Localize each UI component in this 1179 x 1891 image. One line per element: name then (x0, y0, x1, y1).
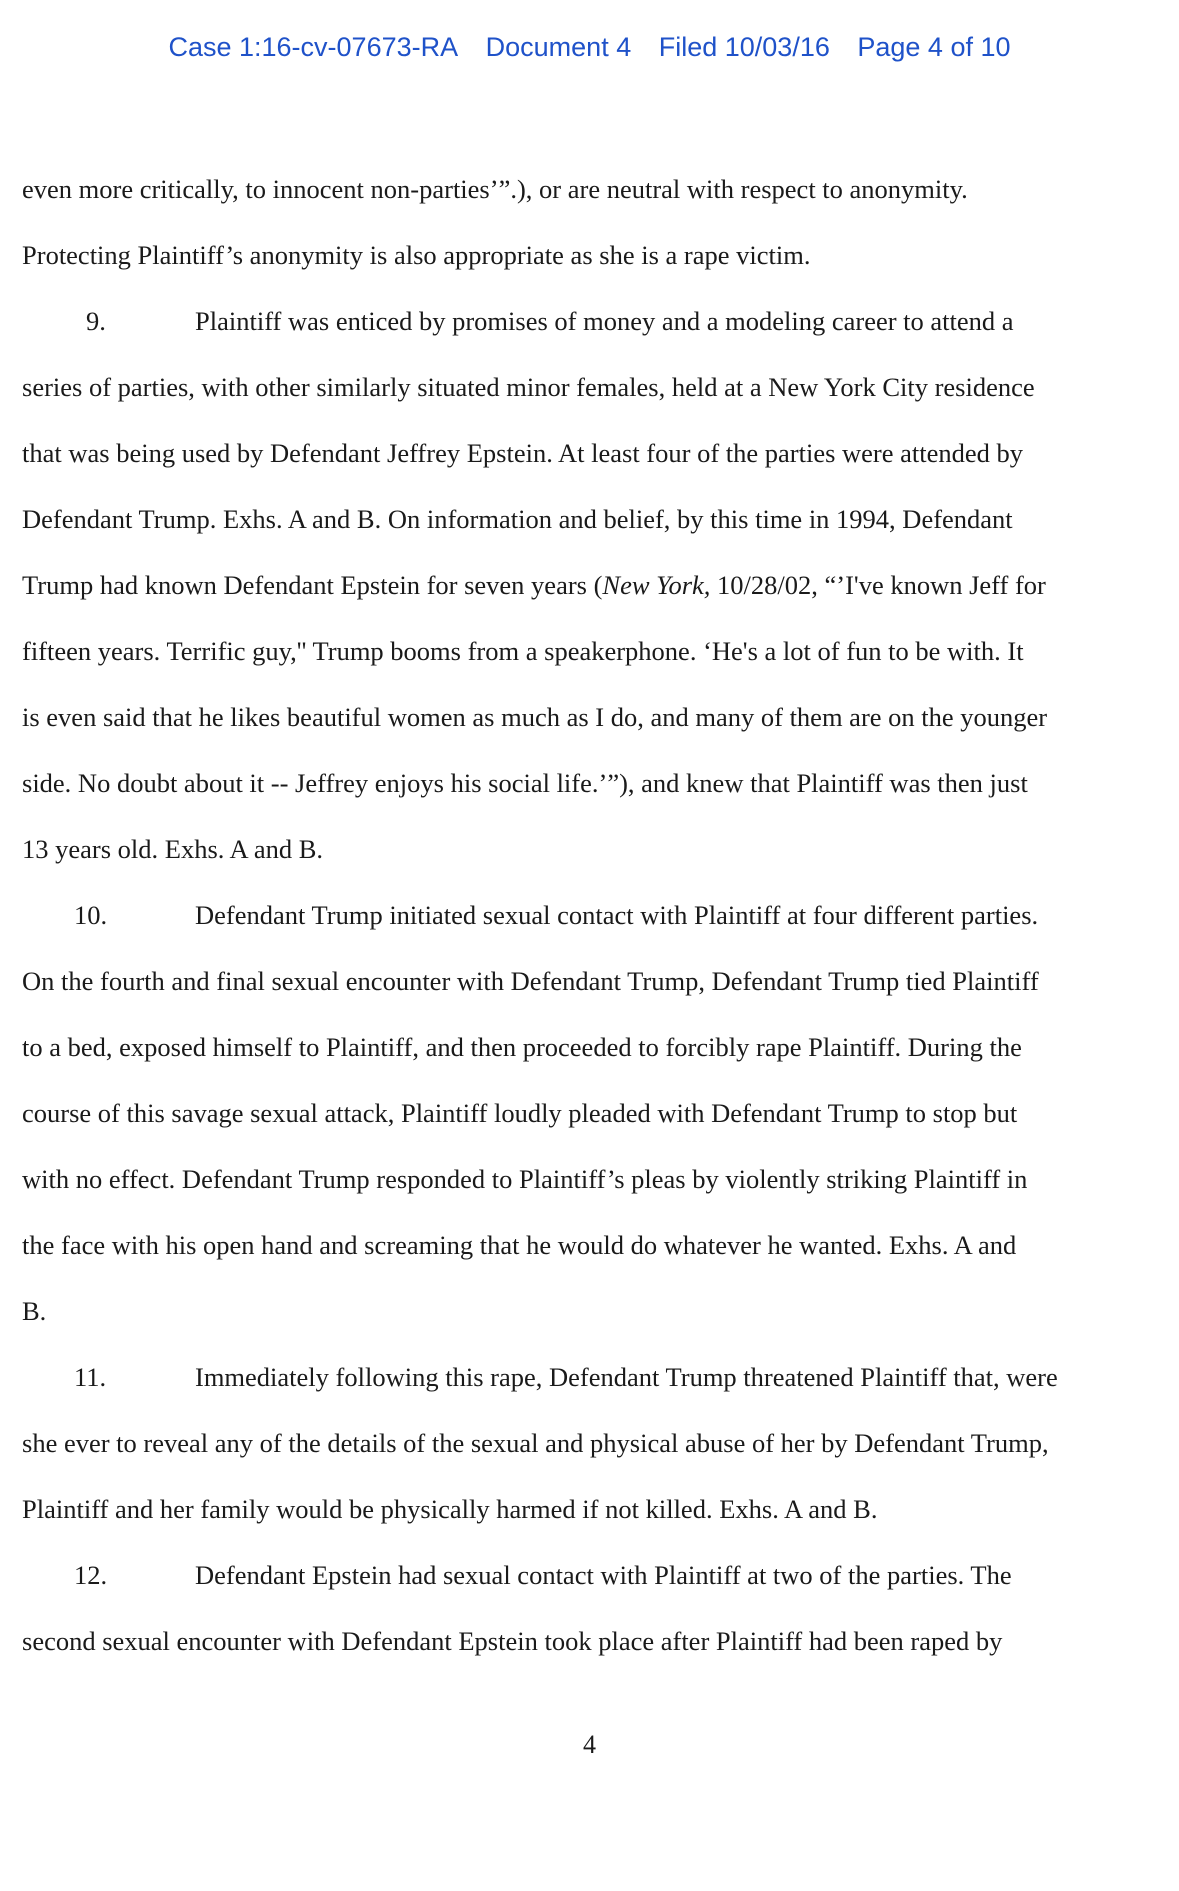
text-line: is even said that he likes beautiful women as much as I do, and many of them are on the younger (22, 702, 1048, 732)
text-line: On the fourth and final sexual encounter with Defendant Trump, Defendant Trump tied Plaintiff (22, 966, 1039, 996)
text-segment: 10/28/02, “’I've known Jeff for (710, 570, 1046, 600)
document-number: Document 4 (485, 32, 632, 62)
text-line: Immediately following this rape, Defendant Trump threatened Plaintiff that, were (195, 1362, 1058, 1392)
text-line: Defendant Trump initiated sexual contact with Plaintiff at four different parties. (195, 900, 1039, 930)
publication-title: New York, (602, 570, 711, 600)
paragraph-number: 11. (74, 1362, 107, 1392)
page-indicator: Page 4 of 10 (857, 32, 1011, 62)
text-line: Protecting Plaintiff’s anonymity is also appropriate as she is a rape victim. (22, 240, 811, 270)
page-number: 4 (583, 1730, 596, 1759)
paragraph-number: 9. (86, 306, 106, 336)
paragraph-number: 12. (74, 1560, 108, 1590)
case-number: Case 1:16-cv-07673-RA (168, 32, 459, 62)
text-line: to a bed, exposed himself to Plaintiff, and then proceeded to forcibly rape Plaintiff. During the (22, 1032, 1022, 1062)
paragraph-number: 10. (74, 900, 108, 930)
text-line: course of this savage sexual attack, Plaintiff loudly pleaded with Defendant Trump to stop but (22, 1098, 1018, 1128)
text-line: second sexual encounter with Defendant Epstein took place after Plaintiff had been raped by (22, 1626, 1003, 1656)
text-line: Plaintiff and her family would be physically harmed if not killed. Exhs. A and B. (22, 1494, 878, 1524)
text-line: that was being used by Defendant Jeffrey Epstein. At least four of the parties were attended by (22, 438, 1024, 468)
case-header (0, 32, 1179, 63)
text-line: fifteen years. Terrific guy,'' Trump booms from a speakerphone. ‘He's a lot of fun to be with. It (22, 636, 1024, 666)
text-line: side. No doubt about it -- Jeffrey enjoys his social life.’”), and knew that Plaintiff was then just (22, 768, 1028, 798)
text-line: with no effect. Defendant Trump responded to Plaintiff’s pleas by violently striking Plaintiff in (22, 1164, 1028, 1194)
text-line: B. (22, 1296, 47, 1326)
text-line: 13 years old. Exhs. A and B. (22, 834, 324, 864)
filed-date: Filed 10/03/16 (658, 32, 830, 62)
text-line: Defendant Epstein had sexual contact with Plaintiff at two of the parties. The (195, 1560, 1012, 1590)
text-line: she ever to reveal any of the details of the sexual and physical abuse of her by Defendant Trump, (22, 1428, 1049, 1458)
text-line (22, 570, 1046, 601)
text-line: the face with his open hand and screaming that he would do whatever he wanted. Exhs. A and (22, 1230, 1017, 1260)
text-segment: Trump had known Defendant Epstein for seven years ( (22, 570, 603, 600)
text-line: Plaintiff was enticed by promises of money and a modeling career to attend a (195, 306, 1014, 336)
text-line: Defendant Trump. Exhs. A and B. On information and belief, by this time in 1994, Defendant (22, 504, 1013, 534)
text-line: series of parties, with other similarly situated minor females, held at a New York City residence (22, 372, 1035, 402)
text-line: even more critically, to innocent non-parties’”.), or are neutral with respect to anonymity. (22, 174, 968, 204)
